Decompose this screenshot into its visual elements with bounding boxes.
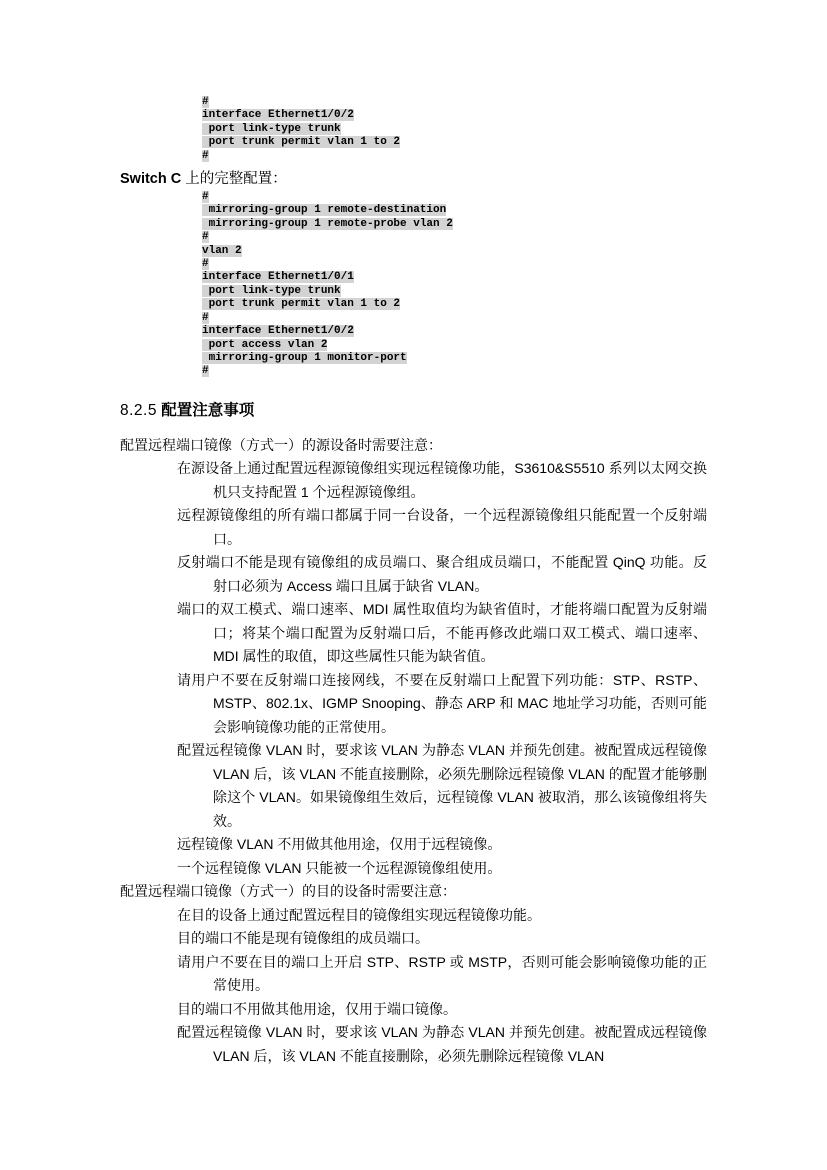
code-line-text: port trunk permit vlan 1 to 2 xyxy=(202,298,401,311)
code-line-text: # xyxy=(202,231,209,244)
code-line xyxy=(202,109,827,122)
code-line xyxy=(202,312,827,325)
code-line-text: mirroring-group 1 monitor-port xyxy=(202,351,407,364)
section-heading-number: 8.2.5 xyxy=(120,401,157,419)
code-line xyxy=(202,271,827,284)
switch-c-caption xyxy=(120,169,827,189)
switch-c-device-label: Switch C xyxy=(120,171,182,188)
code-line xyxy=(202,218,827,231)
note-item: 在目的设备上通过配置远程目的镜像组实现远程镜像功能。 xyxy=(177,906,541,923)
code-line-text: # xyxy=(202,149,209,162)
note-item: 配置远程镜像 VLAN 时，要求该 VLAN 为静态 VLAN 并预先创建。被配置成远程镜像 VLAN 后，该 VLAN 不能直接删除，必须先删除远程镜像 VLAN 的配置才能够删除这个 VLAN。如果镜像组生效后，远程镜像 VLAN 被取消，那么该镜像组将失效。 xyxy=(177,742,707,829)
note-item: 请用户不要在反射端口连接网线，不要在反射端口上配置下列功能：STP、RSTP、MSTP、802.1x、IGMP Snooping、静态 ARP 和 MAC 地址学习功能，否则可能会影响镜像功能的正常使用。 xyxy=(177,671,707,735)
code-line xyxy=(202,285,827,298)
code-line-text: # xyxy=(202,191,209,204)
code-line-text: interface Ethernet1/0/1 xyxy=(202,271,354,284)
note-item: 远程源镜像组的所有端口都属于同一台设备，一个远程源镜像组只能配置一个反射端口。 xyxy=(177,507,707,547)
code-line-text: # xyxy=(202,311,209,324)
note-item: 请用户不要在目的端口上开启 STP、RSTP 或 MSTP，否则可能会影响镜像功能的正常使用。 xyxy=(177,953,707,994)
note-item: 端口的双工模式、端口速率、MDI 属性取值均为缺省值时，才能将端口配置为反射端口；将某个端口配置为反射端口后，不能再修改此端口双工模式、端口速率、MDI 属性的取值，即这些属性只能为缺省值。 xyxy=(177,601,707,665)
note-item: 一个远程镜像 VLAN 只能被一个远程源镜像组使用。 xyxy=(177,859,502,876)
code-line-text: mirroring-group 1 remote-destination xyxy=(202,204,447,217)
code-line-text: vlan 2 xyxy=(202,244,242,257)
code-line xyxy=(202,136,827,149)
code-block-switch-c-config xyxy=(202,189,827,379)
code-line-text: mirroring-group 1 remote-probe vlan 2 xyxy=(202,217,453,230)
code-line-text: port link-type trunk xyxy=(202,284,341,297)
code-line xyxy=(202,123,827,136)
code-line xyxy=(202,204,827,217)
section-heading xyxy=(120,400,827,421)
code-line xyxy=(202,325,827,338)
code-line xyxy=(202,258,827,271)
note-item: 反射端口不能是现有镜像组的成员端口、聚合组成员端口，不能配置 QinQ 功能。反射口必须为 Access 端口且属于缺省 VLAN。 xyxy=(177,554,707,594)
code-line-text: port access vlan 2 xyxy=(202,338,328,351)
dest-note-list xyxy=(0,904,827,1069)
code-line-text: # xyxy=(202,96,209,108)
source-note-list xyxy=(0,457,827,880)
note-item: 目的端口不能是现有镜像组的成员端口。 xyxy=(177,930,429,947)
note-item: 配置远程镜像 VLAN 时，要求该 VLAN 为静态 VLAN 并预先创建。被配置成远程镜像 VLAN 后，该 VLAN 不能直接删除，必须先删除远程镜像 VLAN xyxy=(177,1024,707,1064)
code-line xyxy=(202,365,827,378)
code-line xyxy=(202,298,827,311)
section-heading-title: 配置注意事项 xyxy=(161,401,255,419)
code-line-text: interface Ethernet1/0/2 xyxy=(202,325,354,338)
source-notes-intro: 配置远程端口镜像（方式一）的源设备时需要注意： xyxy=(120,436,442,453)
code-line-text: port link-type trunk xyxy=(202,122,341,135)
code-line xyxy=(202,245,827,258)
code-line xyxy=(202,96,827,109)
dest-notes-intro: 配置远程端口镜像（方式一）的目的设备时需要注意： xyxy=(120,883,456,900)
code-line xyxy=(202,191,827,204)
note-item: 在源设备上通过配置远程源镜像组实现远程镜像功能，S3610&S5510 系列以太网交换机只支持配置 1 个远程源镜像组。 xyxy=(177,460,707,500)
code-line xyxy=(202,339,827,352)
code-line xyxy=(202,150,827,163)
code-line-text: # xyxy=(202,258,209,271)
code-line xyxy=(202,231,827,244)
code-line-text: # xyxy=(202,365,209,378)
note-item: 远程镜像 VLAN 不用做其他用途，仅用于远程镜像。 xyxy=(177,836,502,853)
code-block-ethernet-1-0-2 xyxy=(202,0,827,163)
switch-c-caption-text: 上的完整配置： xyxy=(181,171,287,188)
code-line xyxy=(202,352,827,365)
code-line-text: port trunk permit vlan 1 to 2 xyxy=(202,136,401,149)
code-line-text: interface Ethernet1/0/2 xyxy=(202,109,354,122)
note-item: 目的端口不用做其他用途，仅用于端口镜像。 xyxy=(177,1000,457,1017)
